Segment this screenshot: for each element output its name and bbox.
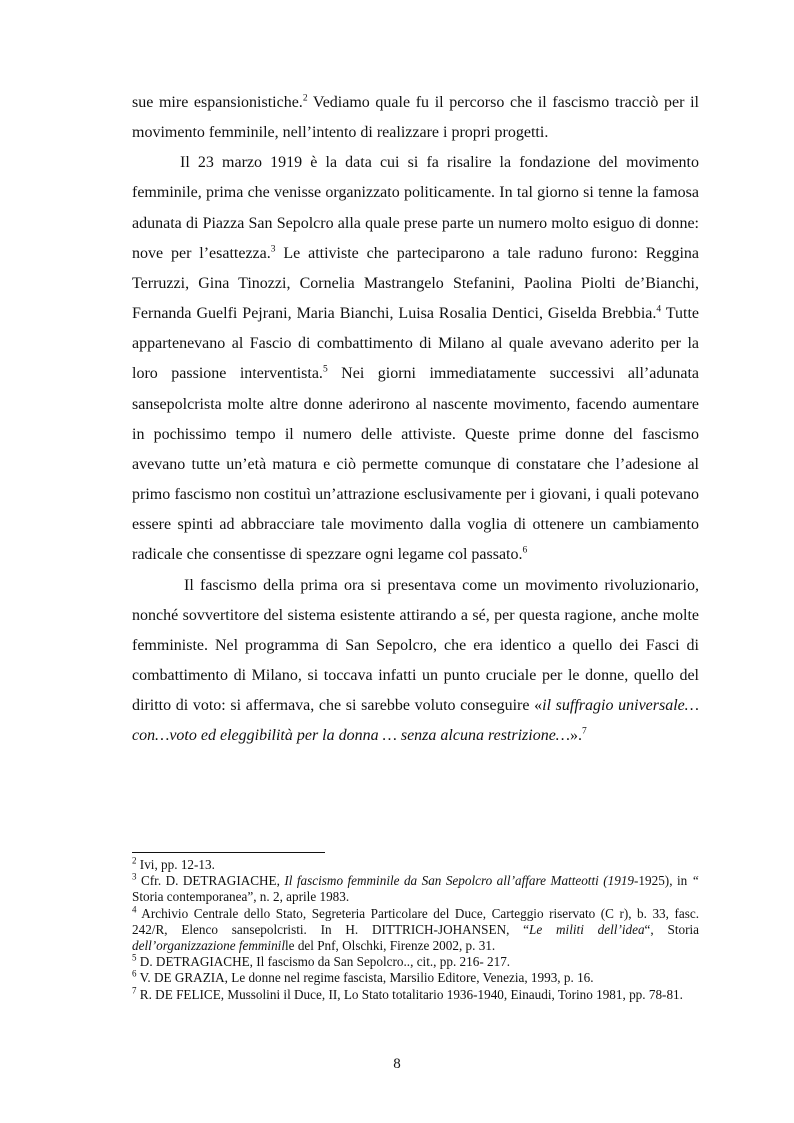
text-run: sue mire espansionistiche. [132,94,303,111]
text-run: ». [570,727,583,745]
footnote-text: Cfr. D. DETRAGIACHE, [140,873,285,889]
footnote-4 [132,906,699,955]
footnote-text: Storia contemporanea”, n. 2, aprile 1983. [132,889,350,905]
text-run: Tutte appartenevano al Fascio di combattimento di Milano al quale avevano aderito per la loro passione interventista. [132,305,699,383]
page-number: 8 [393,1056,401,1072]
footnote-text: Archivio Centrale dello Stato, Segreteria Particolare del Duce, Carteggio riservato (C r), b. 33, fasc. 242/R, Elenco sansepolcristi. In H. DITTRICH-JOHANSEN, “ [132,905,699,937]
footnote-ref-7[interactable]: 7 [582,726,587,737]
paragraph-1 [132,88,699,148]
footnote-text: D. DETRAGIACHE, Il fascismo da San Sepolcro.., cit., pp. 216- 217. [139,954,511,970]
footnote-separator [132,852,325,853]
footnotes [132,857,699,1003]
footnote-number: 7 [132,985,137,996]
footnote-ref-2[interactable]: 2 [302,93,308,104]
footnote-number: 2 [132,855,137,866]
footnote-2 [132,857,699,873]
text-run: Il fascismo della prima ora si presentava come un movimento rivoluzionario, nonché sovvertitore del sistema esistente attirando a sé, per questa ragione, anche molte femministe. Nel programma di San Sepolcro, che era identico a quello dei Fasci di combattimento di Milano, si toccava infatti un punto cruciale per le donne, quello del diritto di voto: si affermava, che si sarebbe voluto conseguire « [132,576,699,715]
footnote-title: dell’organizzazione femminil [132,938,285,954]
footnote-6 [132,970,699,986]
footnote-text: le del Pnf, Olschki, Firenze 2002, p. 31. [285,938,496,954]
footnote-ref-3[interactable]: 3 [270,244,276,255]
text-run: Il 23 marzo 1919 è la data cui si fa risalire la fondazione del movimento femminile, prima che venisse organizzato politicamente. In tal giorno si tenne la famosa adunata di Piazza San Sepolcro alla quale prese parte un numero molto esiguo di donne: nove per l’esattezza. [132,154,699,262]
main-text [132,88,699,751]
footnote-text: Ivi, pp. 12-13. [139,857,215,872]
footnote-ref-4[interactable]: 4 [656,304,662,315]
footnote-title: Il fascismo femminile da San Sepolcro all’affare Matteotti (1919- [284,873,639,889]
footnote-number: 4 [132,904,137,915]
footnote-ref-6[interactable]: 6 [522,546,528,557]
paragraph-3 [132,571,699,752]
quotation: il suffragio universale…con…voto ed eleggibilità per la donna … senza alcuna restrizione… [132,697,700,745]
footnote-3 [132,873,699,905]
footnote-quote-mark: “ [691,873,699,889]
footnote-text: “, Storia [644,921,699,937]
footnote-title: Le militi dell’idea [529,921,645,937]
text-run: Le attiviste che parteciparono a tale raduno furono: Reggina Terruzzi, Gina Tinozzi, Cornelia Mastrangelo Stefanini, Paolina Piolti de’Bianchi, Fernanda Guelfi Pejrani, Maria Bianchi, Luisa Rosalia Dentici, Giselda Brebbia. [132,244,700,323]
paragraph-2 [132,148,699,570]
footnote-number: 5 [132,952,137,963]
footnote-number: 3 [132,871,137,882]
footnote-number: 6 [132,969,137,980]
footnote-text: V. DE GRAZIA, Le donne nel regime fascista, Marsilio Editore, Venezia, 1993, p. 16. [139,970,594,986]
footnote-5 [132,954,699,970]
footnote-7 [132,987,699,1003]
text-run: Nei giorni immediatamente successivi all’adunata sansepolcrista molte altre donne aderirono al nascente movimento, facendo aumentare in pochissimo tempo il numero delle attiviste. Queste prime donne del fascismo avevano tutte un’età matura e ciò permette comunque di constatare che l’adesione al primo fascismo non costituì un’attrazione esclusivamente per i giovani, i quali potevano essere spinti ad abbracciare tale movimento dalla voglia di ottenere un cambiamento radicale che consentisse di spezzare ogni legame col passato. [132,365,699,564]
footnote-text: R. DE FELICE, Mussolini il Duce, II, Lo Stato totalitario 1936-1940, Einaudi, Torino 1981, pp. 78-81. [139,986,683,1002]
footnote-ref-5[interactable]: 5 [322,365,328,376]
text-run: Vediamo quale fu il percorso che il fascismo tracciò per il movimento femminile, nell’intento di realizzare i propri progetti. [132,94,700,142]
footnote-text: 1925), in [638,873,692,889]
